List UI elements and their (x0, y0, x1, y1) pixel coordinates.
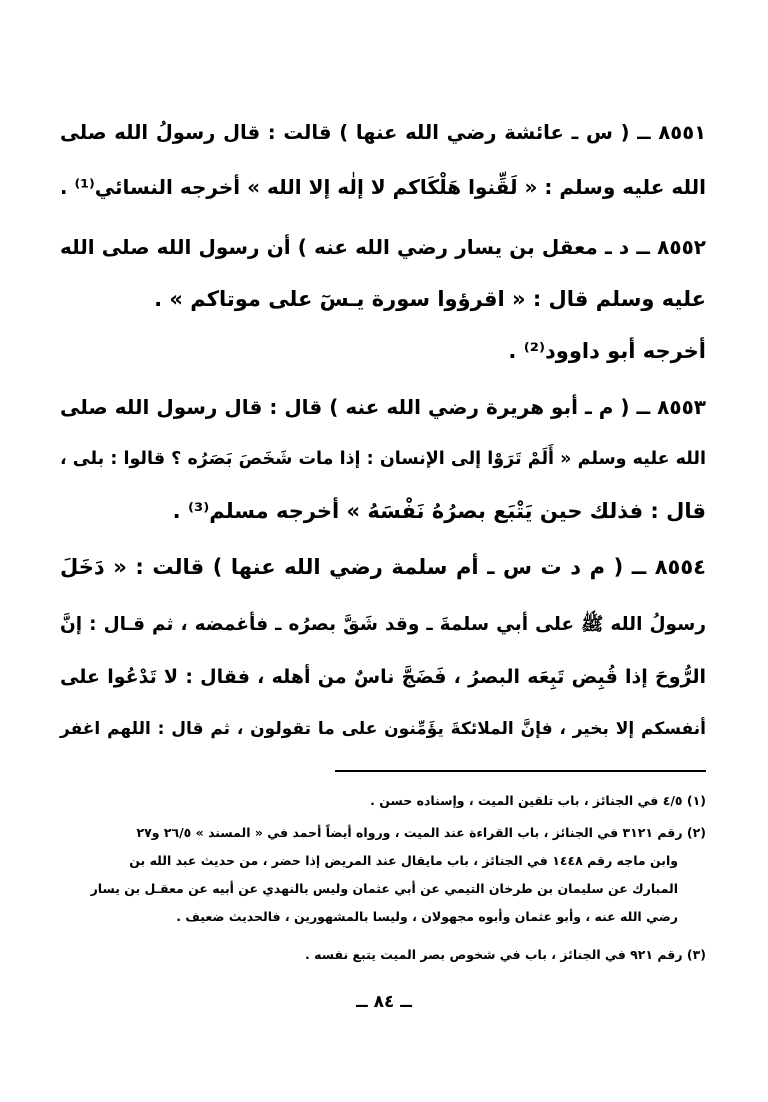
hadith-8552-line-2: عليه وسلم قال : « اقرؤوا سورة يـسٓ على موتاكم » . (154, 287, 706, 311)
hadith-8553-line-2: الله عليه وسلم « أَلَمْ تَرَوْا إلى الإنسان : إذا مات شَخَصَ بَصَرُه ؟ قالوا : بلى ، (60, 449, 706, 469)
hadith-8554-line-2: رسولُ الله ﷺ على أبي سلمةَ ـ وقد شَقَّ بصرُه ـ فأغمضه ، ثم قـال : إنَّ (60, 614, 706, 635)
hadith-8554-line-4: أنفسكم إلا بخير ، فإنَّ الملائكةَ يؤَمِّنون على ما تقولون ، ثم قال : اللهم اغفر (60, 719, 706, 739)
footnote-1: (١) ٤/٥ في الجنائز ، باب تلقين الميت ، وإسناده حسن . (370, 793, 706, 808)
hadith-8551-line-2: الله عليه وسلم : « لَقِّنوا هَلْكَاكم لا إلٰه إلا الله » أخرجه النسائي⁽¹⁾ . (59, 175, 706, 199)
footnote-divider (335, 770, 706, 772)
hadith-8554-line-1: ٨٥٥٤ ــ ( م د ت س ـ أم سلمة رضي الله عنها ) قالت : « دَخَلَ (60, 555, 706, 579)
footnote-2-cont-1: وابن ماجه رقم ١٤٤٨ في الجنائز ، باب مايقال عند المريض إذا حضر ، من حديث عبد الله بن (129, 853, 678, 868)
footnote-2: (٢) رقم ٣١٢١ في الجنائز ، باب القراءة عند الميت ، ورواه أيضاً أحمد في « المسند » ٢٦/٥ و٢٧ (136, 825, 706, 840)
hadith-8552-line-3: أخرجه أبو داوود⁽²⁾ . (508, 339, 706, 363)
hadith-8552-line-1: ٨٥٥٢ ــ د ـ معقل بن يسار رضي الله عنه ) أن رسول الله صلى الله (60, 235, 706, 259)
page-number: ــ ٨٤ ــ (356, 992, 412, 1012)
footnote-2-cont-3: رضي الله عنه ، وأبو عثمان وأبوه مجهولان ، وليسا بالمشهورين ، فالحديث ضعيف . (176, 909, 678, 924)
hadith-8553-line-3: قال : فذلك حين يَتْبَع بصرُهُ نَفْسَهُ » أخرجه مسلم⁽³⁾ . (172, 499, 706, 523)
hadith-8553-line-1: ٨٥٥٣ ــ ( م ـ أبو هريرة رضي الله عنه ) قال : قال رسول الله صلى (60, 395, 706, 419)
footnote-2-cont-2: المبارك عن سليمان بن طرخان التيمي عن أبي عثمان وليس بالنهدي عن أبيه عن معقـل بن يسار (90, 881, 678, 896)
footnote-3: (٣) رقم ٩٢١ في الجنائز ، باب في شخوص بصر الميت يتبع نفسه . (305, 947, 706, 962)
hadith-8554-line-3: الرُّوحَ إذا قُبِض تَبِعَه البصرُ ، فَضَجَّ ناسٌ من أهله ، فقال : لا تَدْعُوا على (60, 666, 706, 688)
hadith-8551-line-1: ٨٥٥١ ــ ( س ـ عائشة رضي الله عنها ) قالت : قال رسولُ الله صلى (60, 121, 706, 144)
